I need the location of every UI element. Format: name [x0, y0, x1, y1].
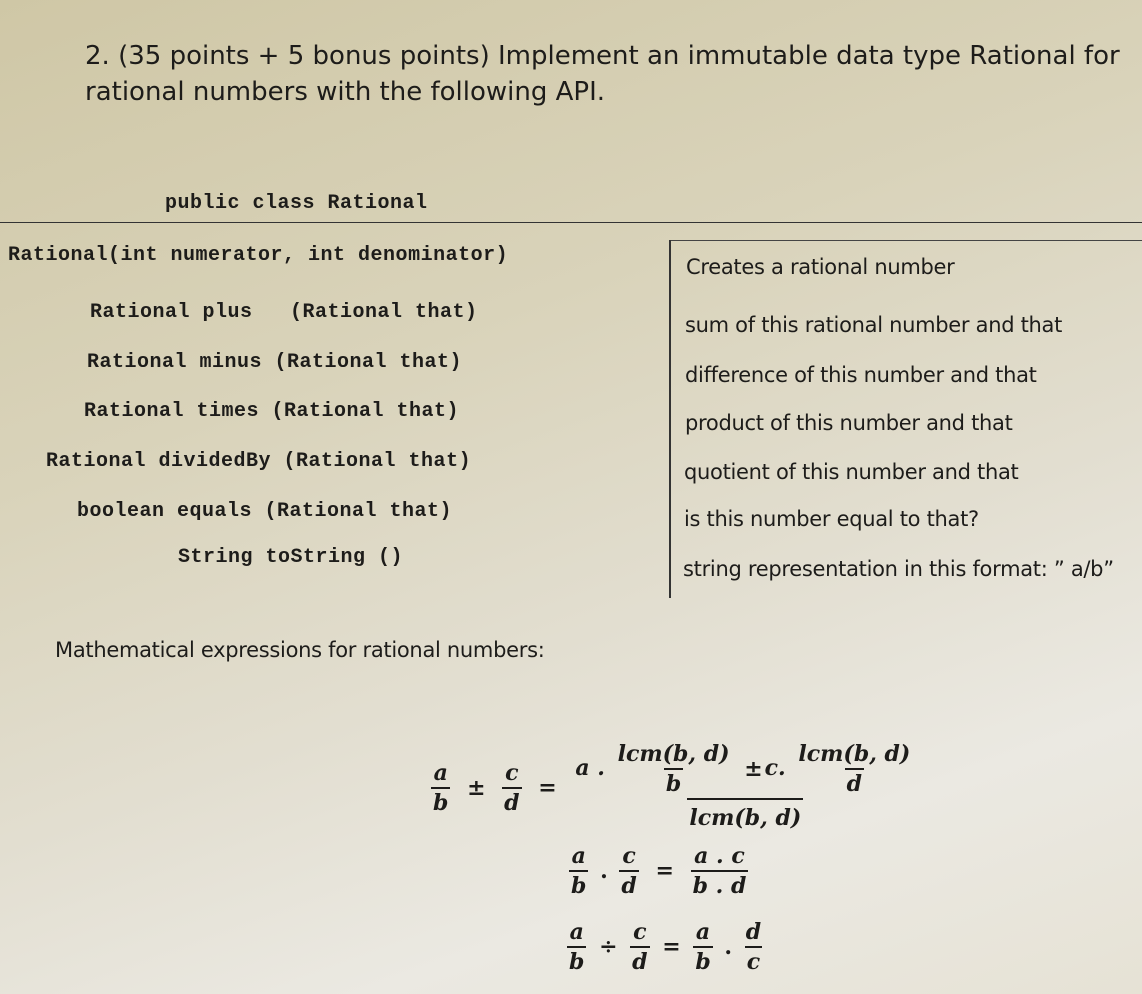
api-description: sum of this rational number and that [685, 313, 1063, 337]
api-description: Creates a rational number [686, 255, 955, 279]
table-column-divider [669, 240, 671, 598]
math-token: = [655, 858, 674, 884]
fraction [569, 842, 588, 900]
math-token: b [693, 946, 712, 976]
table-header-rule [670, 240, 1142, 241]
formula-multiply [566, 842, 751, 900]
api-description: is this number equal to that? [684, 507, 979, 531]
math-token: lcm(b, d) [798, 741, 911, 767]
math-token: a [433, 760, 448, 786]
math-token: b [431, 787, 450, 817]
math-token: c [622, 843, 636, 869]
math-token: a [569, 919, 584, 945]
fraction [796, 740, 912, 798]
fraction [630, 918, 649, 976]
fraction [744, 918, 763, 976]
api-signature: Rational times (Rational that) [84, 400, 460, 423]
fraction [693, 918, 712, 976]
math-heading: Mathematical expressions for rational numbers: [55, 638, 545, 662]
table-top-rule [0, 222, 1142, 223]
api-description: quotient of this number and that [684, 460, 1019, 484]
math-token: = [662, 934, 681, 960]
math-token: d [630, 946, 649, 976]
api-signature: Rational plus (Rational that) [90, 301, 478, 324]
math-token: d [619, 870, 638, 900]
fraction [567, 918, 586, 976]
formula-divide [564, 918, 766, 976]
formula-add-subtract [428, 740, 920, 836]
fraction [616, 740, 732, 798]
api-signature: Rational minus (Rational that) [87, 351, 463, 374]
math-token: . [724, 934, 733, 960]
class-header: public class Rational [165, 192, 428, 215]
math-token: c [633, 919, 647, 945]
math-token: d [845, 768, 864, 798]
math-token: a . c [694, 843, 745, 869]
math-token: d [745, 919, 762, 945]
math-token: ± [467, 775, 486, 801]
math-token: lcm(b, d) [617, 741, 730, 767]
math-token: b [569, 870, 588, 900]
fraction [691, 842, 749, 900]
math-token: d [502, 787, 521, 817]
math-token: = [538, 775, 557, 801]
api-signature: Rational(int numerator, int denominator) [8, 244, 509, 267]
api-signature: String toString () [178, 546, 404, 569]
question-text: 2. (35 points + 5 bonus points) Implement an immutable data type Rational for rational numbers with the following API. [85, 41, 1120, 107]
math-token: a [571, 843, 586, 869]
api-description: string representation in this format: ” a/b” [683, 557, 1114, 581]
api-signature: Rational dividedBy (Rational that) [46, 450, 472, 473]
fraction [573, 740, 917, 836]
math-token: b [664, 768, 683, 798]
fraction [619, 842, 638, 900]
api-signature: boolean equals (Rational that) [77, 500, 453, 523]
math-token: c [745, 946, 762, 976]
math-token: b [567, 946, 586, 976]
math-token [573, 740, 917, 798]
math-token: a [695, 919, 711, 945]
math-token: c [505, 760, 519, 786]
api-description: difference of this number and that [685, 363, 1037, 387]
math-token: b . d [691, 870, 749, 900]
api-description: product of this number and that [685, 411, 1013, 435]
math-token: lcm(b, d) [687, 798, 803, 836]
math-token: . [600, 858, 608, 884]
fraction [502, 759, 521, 817]
math-token: ± [744, 756, 763, 782]
math-token: a . [575, 755, 605, 781]
math-token: ÷ [599, 934, 618, 960]
math-token: c. [764, 755, 786, 781]
fraction [431, 759, 450, 817]
